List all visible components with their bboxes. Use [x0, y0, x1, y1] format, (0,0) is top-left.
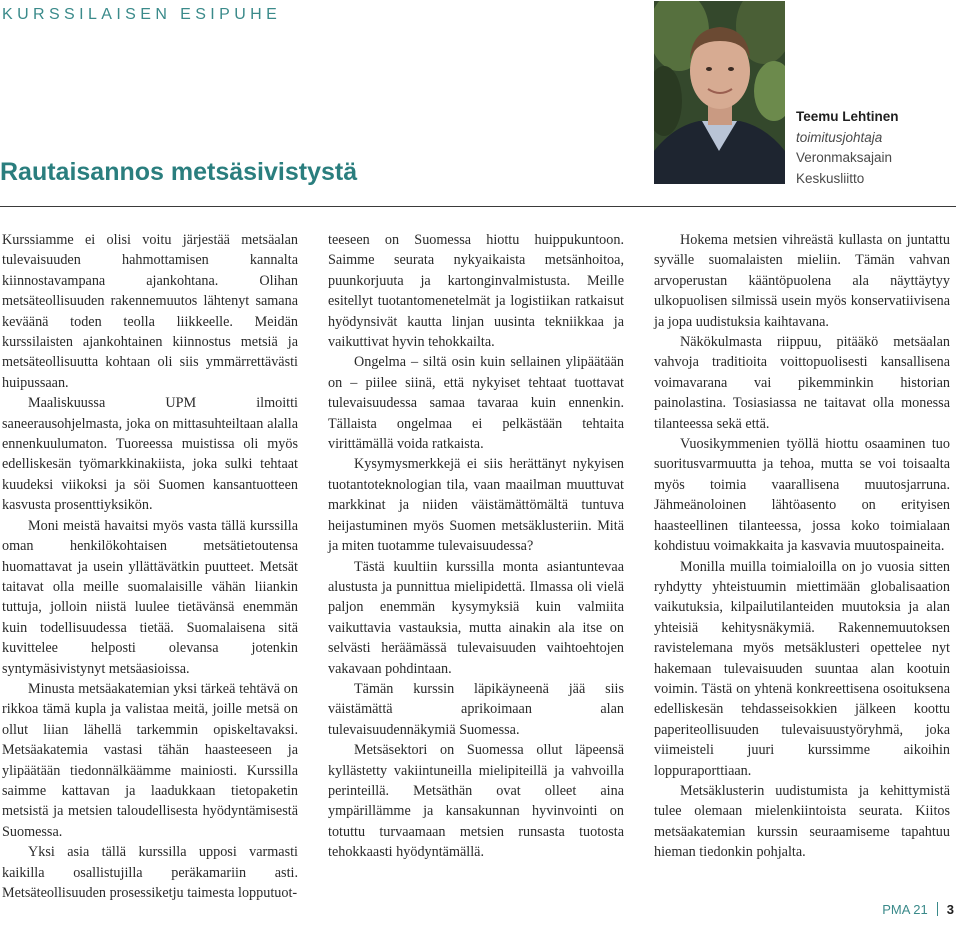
paragraph: Moni meistä havaitsi myös vasta tällä kurssilla oman henkilökohtaisen metsätietoutensa huomattavat ja usein yllättävätkin puutteet. Metsät taitavat olla meille suomalaisille vähän liiankin tuttuja, jolloin niistä luulee tietävänsä enemmän kuin todellisuudessa tietää. Suomalaisena sitä kuvittelee helposti olevansa jotenkin syntymäsivistynyt metsäasioissa.	[2, 517, 298, 677]
paragraph: Tästä kuultiin kurssilla monta asiantuntevaa alustusta ja punnittua mielipidettä. Ilmassa oli vielä paljon enemmän kysymyksiä kuin valmiita vaikuttavia vastauksia, mutta ainakin ala itse on selvästi heräämässä tulevaisuuden vaihtoehtojen vakavaan pohdintaan.	[328, 558, 624, 677]
portrait-photo	[654, 1, 785, 184]
paragraph: Metsäsektori on Suomessa ollut läpeensä kyllästetty vakiintuneilla mielipiteillä ja vahvoilla perinteillä. Metsäthän ovat olleet aina ympärillämme ja kansakunnan hyvinvointi on totuttu turvaamaan metsien runsasta tuotosta tehokkaasti hyödyntämällä.	[328, 742, 624, 861]
paragraph: Maaliskuussa UPM ilmoitti saneerausohjelmasta, joka on mittasuhteiltaan alalla ennenkuulumaton. Tuoreessa muistissa oli myös edelliskesän työmarkkinakiista, joka sulki tehtaat kuudeksi viikoksi ja söi Suomen kansantuotteen kasvusta prosenttiyksikön.	[2, 395, 298, 514]
paragraph: Minusta metsäakatemian yksi tärkeä tehtävä on rikkoa tämä kupla ja valistaa meitä, joille metsä on ollut liian lähellä tarkemmin opiskeltavaksi. Metsäakatemia vastasi tähän haasteeseen ja ylipäätään tiedonnälkäämme mainiosti. Kurssilla saimme kattavan ja laadukkaan tietopaketin metsistä ja metsien taloudellisesta hyödyntämisestä Suomessa.	[2, 680, 298, 840]
author-org-line1: Veronmaksajain	[796, 150, 893, 165]
paragraph: Monilla muilla toimialoilla on jo vuosia sitten ryhdytty yhteistuumin miettimään globalisaation vaikutuksia, kilpailutilanteiden muutoksia ja alan yhteisiä kehitysnäkymiä. Rakennemuutoksen ravistelemana myös metsäklusteri opettelee nyt hakemaan tulevaisuuden suuntaa alan kootuin voimin. Tästä on yhtenä konkreettisena osoituksena edelliskesän tehdasseisokkien jälkeen koottu paperiteollisuuden tulevaisuustyöryhmä, joka viimeisteli juuri kurssimme aikoihin loppuraporttiaan.	[654, 558, 950, 779]
text-column-3	[654, 230, 950, 863]
header-divider	[0, 206, 956, 207]
author-portrait	[654, 1, 785, 184]
text-column-1	[2, 230, 298, 903]
footer-separator	[937, 902, 938, 916]
paragraph: Näkökulmasta riippuu, pitääkö metsäalan vahvoja traditioita voittopuolisesti kansallisena voimavarana vai pikemminkin historian painolastina. Tosiasiassa ne taitavat olla monessa tilanteessa sekä että.	[654, 334, 950, 432]
author-name: Teemu Lehtinen	[796, 109, 899, 124]
text-column-2	[328, 230, 624, 863]
publication-name: PMA 21	[882, 902, 928, 917]
paragraph: Kysymysmerkkejä ei siis herättänyt nykyisen tuotantoteknologian tila, vaan maailman muuttuvat markkinat ja niiden väistämättömältä tuntuva heijastuminen myös Suomen metsäklusteriin. Mitä ja miten tuotamme tulevaisuudessa?	[328, 456, 624, 555]
paragraph: Hokema metsien vihreästä kullasta on juntattu syvälle suomalaisten mieliin. Tämän vahvan arvoperustan kääntöpuolena ala näyttäytyy ulkopuolisen silmissä usein myös konservatiivisena ja jopa uudistuksia kaihtavana.	[654, 232, 950, 330]
author-byline	[796, 107, 899, 189]
paragraph: Yksi asia tällä kurssilla upposi varmasti kaikilla osallistujilla peräkamariin asti. Metsäteollisuuden prosessiketju taimesta lopputuot-	[2, 844, 298, 901]
section-kicker: KURSSILAISEN ESIPUHE	[2, 6, 282, 23]
paragraph: Metsäklusterin uudistumista ja kehittymistä tulee olemaan mielenkiintoista seurata. Kiitos metsäakatemian kurssin seuraamiseme tapahtuu hieman tiedonkin pohjalta.	[654, 782, 950, 861]
author-org-line2: Keskusliitto	[796, 170, 865, 186]
paragraph: Kurssiamme ei olisi voitu järjestää metsäalan tulevaisuuden hahmottamisen kannalta kiinnostavampana ajankohtana. Olihan metsäteollisuuden rakennemuutos lähtenyt samana keväänä toden teolla liikkeelle. Meidän kurssilaisten ajankohtainen kiinnostus metsiä ja metsäteollisuutta kohtaan oli siis ymmärrettävästi huipussaan.	[2, 232, 298, 391]
paragraph: Vuosikymmenien työllä hiottu osaaminen tuo suoritusvarmuutta ja tehoa, mutta se voi toisaalta myös toimia vaarallisena muutosjarruna. Jähmeänoloinen lähtöasento on erityisen haasteellinen tilanteessa, jossa koko toimialaan kohdistuu voimakkaita ja kasvavia muutospaineita.	[654, 436, 950, 555]
page-number: 3	[946, 902, 954, 917]
article-title: Rautaisannos metsäsivistystä	[0, 158, 358, 186]
page-footer	[882, 902, 954, 917]
author-role: toimitusjohtaja	[796, 129, 883, 145]
paragraph: teeseen on Suomessa hiottu huippukuntoon. Saimme seurata nykyaikaista metsänhoitoa, puunkorjuuta ja kartonginvalmistusta. Meille esitellyt tuotantomenetelmät ja logistiikan ratkaisut hyödynsivät kautta linjan uusinta tekniikkaa ja vaikuttivat hyvin tehokkailta.	[328, 232, 624, 351]
paragraph: Tämän kurssin läpikäyneenä jää siis väistämättä aprikoimaan alan tulevaisuudennäkymiä Suomessa.	[328, 680, 624, 738]
paragraph: Ongelma – siltä osin kuin sellainen ylipäätään on – piilee siinä, että nykyiset tehtaat tuottavat tulevaisuudessa samaa tavaraa kuin ennenkin. Tällaista ongelmaa ei pelkästään tehtaita virittämällä voida ratkaista.	[328, 354, 624, 453]
